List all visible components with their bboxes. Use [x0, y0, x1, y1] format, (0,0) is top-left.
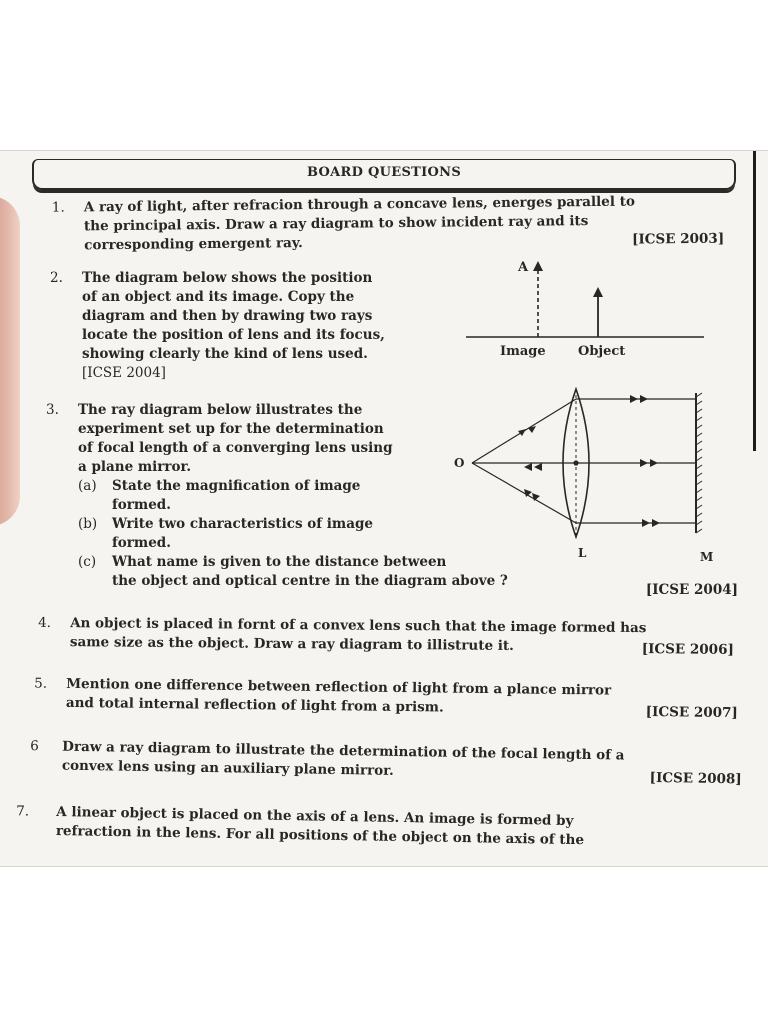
question-4 [38, 614, 734, 658]
sub-label: (c) [78, 554, 97, 570]
arrow-mark [524, 463, 542, 471]
question-line: refraction in the lens. For all positions of the object on the axis of the [55, 822, 585, 849]
citation: [ICSE 2003] [631, 230, 725, 248]
question-line: showing clearly the kind of lens used. [82, 346, 368, 362]
question-6 [30, 738, 743, 788]
question-number: 1. [51, 199, 65, 216]
sub-line: Write two characteristics of image [112, 516, 373, 532]
question-line: of an object and its image. Copy the [82, 289, 355, 305]
object-label: Object [578, 344, 626, 359]
question-line: experiment set up for the determination [78, 421, 384, 437]
lens-mirror-diagram [452, 383, 722, 563]
question-line: the principal axis. Draw a ray diagram to show incident ray and its [83, 213, 589, 235]
question-line: same size as the object. Draw a ray diagram to illistrute it. [69, 634, 514, 654]
sub-label: (a) [78, 478, 97, 494]
question-number: 6 [30, 738, 39, 755]
question-1 [51, 192, 725, 256]
object-arrowhead [593, 287, 603, 297]
mirror-label: M [700, 550, 714, 563]
sub-line: State the magnification of image [112, 478, 361, 494]
question-line: The diagram below shows the position [82, 270, 373, 286]
question-2 [50, 269, 422, 383]
question-number: 7. [16, 803, 30, 820]
question-line: corresponding emergent ray. [84, 235, 303, 254]
object-point-label: O [454, 456, 465, 470]
image-label: Image [500, 344, 546, 359]
question-number: 4. [38, 614, 52, 631]
sub-line: formed. [112, 497, 171, 513]
thumb [0, 196, 20, 526]
question-number: 3. [46, 402, 59, 418]
arrow-label: A [518, 260, 529, 275]
question-number: 5. [34, 675, 48, 692]
lens-label: L [578, 546, 587, 560]
question-number: 2. [50, 270, 63, 286]
citation: [ICSE 2004] [82, 365, 166, 381]
question-line: The ray diagram below illustrates the [78, 402, 363, 418]
question-line: A linear object is placed on the axis of a lens. An image is formed by [56, 803, 574, 830]
question-line: locate the position of lens and its focus, [82, 327, 385, 343]
textbook-page [0, 150, 768, 867]
image-arrowhead [533, 261, 543, 271]
question-line: Draw a ray diagram to illustrate the determination of the focal length of a [62, 738, 625, 764]
sub-line: formed. [112, 535, 171, 551]
section-header [32, 159, 736, 190]
image-object-diagram [462, 253, 712, 363]
citation: [ICSE 2006] [641, 641, 734, 658]
question-line: a plane mirror. [78, 459, 192, 475]
question-5 [34, 675, 738, 722]
question-line: diagram and then by drawing two rays [82, 308, 373, 324]
question-line: Mention one difference between reflection of light from a plance mirror [66, 675, 612, 699]
question-line: and total internal reflection of light from a prism. [65, 694, 444, 716]
question-line: A ray of light, after refracion through a concave lens, energes parallel to [83, 193, 635, 216]
ray-lower-incident [472, 463, 576, 523]
citation: [ICSE 2004] [645, 582, 738, 598]
question-7 [16, 803, 747, 853]
sub-line: What name is given to the distance between [112, 554, 447, 570]
sub-label: (b) [78, 516, 98, 532]
page-edge-rule [753, 151, 756, 451]
question-line: convex lens using an auxiliary plane mirror. [61, 757, 394, 779]
question-line: of focal length of a converging lens using [78, 440, 393, 456]
section-title: BOARD QUESTIONS [306, 165, 462, 180]
citation: [ICSE 2007] [645, 703, 738, 722]
citation: [ICSE 2008] [649, 769, 742, 788]
question-line: An object is placed in fornt of a convex lens such that the image formed has [70, 615, 647, 637]
arrow-mark [524, 489, 540, 501]
sub-line: the object and optical centre in the diagram above ? [112, 573, 508, 589]
arrow-mark [518, 426, 536, 436]
